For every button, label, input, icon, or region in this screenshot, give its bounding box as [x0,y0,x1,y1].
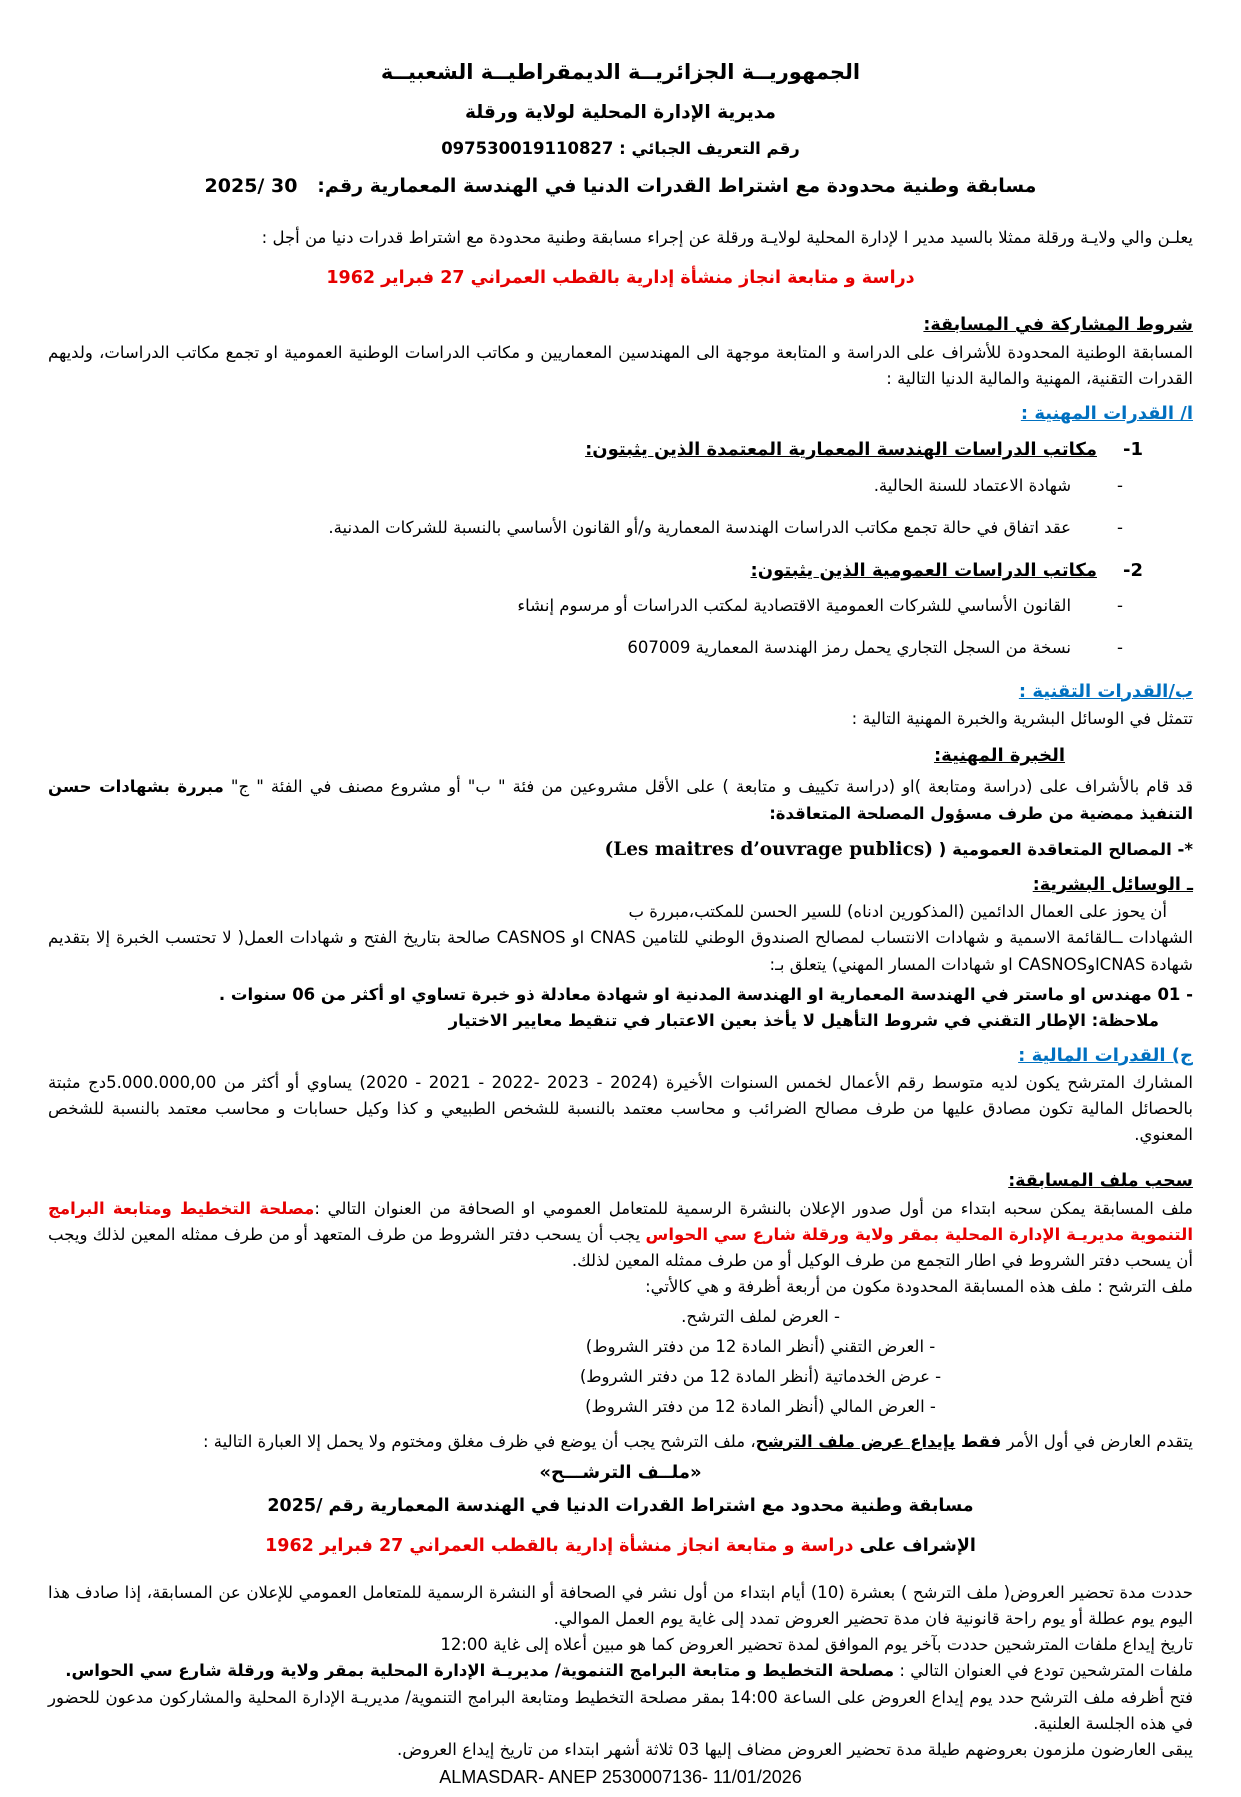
human-means-line1: أن يحوز على العمال الدائمين (المذكورين ادناه) للسير الحسن للمكتب،مبررة ب [628,902,1167,922]
financial-after-years: يساوي أو أكثر من 5.000.000,00دج مثبتة بالحصائل المالية تكون مصادق عليها من طرف مصالح الضرائب و محاسب معتمد بالنسبة للشخص الطبيعي و كذا وكيل حسابات و محاسب معتمد بالنسبة للشخص المعنوي. [48,1073,1193,1145]
republic-title: الجمهوريــة الجزائريــة الديمقراطيــة الشعبيــة [380,60,861,84]
dash-marker: - [1117,517,1123,537]
tax-id-value: 097530019110827 [441,139,614,159]
project-title-red: دراسة و متابعة انجاز منشأة إدارية بالقطب العمراني 27 فبراير 1962 [326,267,915,288]
deposit-address-bold: مصلحة التخطيط و متابعة البرامج التنموية/ مديريـة الإدارة المحلية بمقر ولاية ورقلة شارع سي الحواس. [65,1661,895,1681]
list-item [48,635,1193,661]
withdrawal-paragraph [48,1196,1193,1274]
announcement-paragraph: يعلـن والي ولايـة ورقلة ممثلا بالسيد مدير ا لإدارة المحلية لولايـة ورقلة عن إجراء مسابقة وطنية محدودة مع اشتراط قدرات دنيا من أجل : [261,228,1193,248]
experience-bold-text: مبررة بشهادات حسن التنفيذ ممضية من طرف مسؤول المصلحة المتعاقدة: [48,777,1193,823]
envelope-list-item: - العرض المالي (أنظر المادة 12 من دفتر الشروط) [585,1397,936,1417]
withdrawal-heading: سحب ملف المسابقة: [1008,1171,1193,1192]
engineer-requirement: - 01 مهندس او ماستر في الهندسة المعمارية او الهندسة المدنية او شهادة معادلة ذو خبرة تساوي او أكثر من 06 سنوات . [218,984,1193,1004]
supervision-black: الإشراف على [853,1535,976,1556]
dash-marker: - [1117,638,1123,658]
financial-years: (2020 - 2021 - 2022- 2023 - 2024) [359,1073,659,1093]
experience-text: قد قام بالأشراف على (دراسة ومتابعة )او (دراسة تكييف و متابعة ) على الأقل مشروعين من فئة " ب" أو مشروع مصنف في الفئة " ج" [223,777,1193,797]
submission-bold-underline: بإيداع عرض ملف الترشح [755,1431,956,1451]
tax-id-label: رقم التعريف الجبائي : [619,139,800,159]
submission-paragraph [48,1429,1193,1455]
submission-before: يتقدم العارض في أول الأمر [1001,1431,1193,1451]
withdrawal-after-red: يجب أن يسحب دفتر الشروط من طرف المتعهد أو من طرف ممثله المعين لذلك ويجب أن يسحب دفتر الشروط في اطار التجمع من طرف الوكيل أو من طرف ممثله المعين لذلك. [48,1225,1193,1271]
note-line: ملاحظة: الإطار التقني في شروط التأهيل لا يأخذ بعين الاعتبار في تنقيط معايير الاختيار [448,1010,1159,1030]
financial-before-years: المشارك المترشح يكون لديه متوسط رقم الأعمال لخمس السنوات الأخيرة [658,1073,1193,1093]
professional-experience-heading: الخبرة المهنية: [933,745,1065,766]
document-header [48,56,1193,201]
list-item-text: القانون الأساسي للشركات العمومية الاقتصادية لمكتب الدراسات أو مرسوم إنشاء [517,596,1072,616]
supervision-line [48,1533,1193,1561]
withdrawal-address-red: مصلحة التخطيط ومتابعة البرامج التنموية مديريـة الإدارة المحلية بمقر ولاية ورقلة شارع سي الحواس [48,1199,1193,1245]
withdrawal-before-red: ملف المسابقة يمكن سحبه ابتداء من أول صدور الإعلان بالنشرة الرسمية للمتعامل العمومي او الصحافة من العنوان التالي : [314,1199,1194,1218]
contracting-authorities-line [48,835,1193,864]
item-number: 2- [1122,559,1143,581]
preparation-period-paragraph: حددت مدة تحضير العروض( ملف الترشح ) بعشرة (10) أيام ابتداء من أول نشر في الصحافة أو النشرة الرسمية للمتعامل العمومي للإعلان عن المسابقة، إذا صادف هذا اليوم يوم عطلة أو يوم راحة قانونية فان مدة تحضير العروض تمدد إلى غاية يوم العمل الموالي. [48,1583,1193,1629]
experience-paragraph [48,774,1193,826]
professional-capacities-heading: ا/ القدرات المهنية : [1020,402,1193,424]
validity-paragraph: يبقى العارضون ملزمون بعروضهم طيلة مدة تحضير العروض مضاف إليها 03 ثلاثة أشهر ابتداء من تاريخ إيداع العروض. [397,1739,1193,1759]
deposit-address-line [48,1658,1193,1684]
competition-repeat-line: مسابقة وطنية محدود مع اشتراط القدرات الدنيا في الهندسة المعمارية رقم /2025 [267,1496,974,1516]
envelope-label: «ملــف الترشـــح» [539,1461,702,1483]
technical-intro: تتمثل في الوسائل البشرية والخبرة المهنية التالية : [851,708,1193,728]
list-item [48,515,1193,541]
directorate-line: مديرية الإدارة المحلية لولاية ورقلة [465,102,776,124]
public-offices-heading [48,557,1193,585]
tax-id-line [48,136,1193,162]
contracting-arabic: *- المصالح المتعاقدة العمومية ( [938,839,1193,859]
financial-capacities-heading: ج) القدرات المالية : [1018,1044,1193,1066]
dash-marker: - [1117,596,1123,616]
submission-only-word: فقط [955,1431,1002,1451]
deposit-date-line: تاريخ إيداع ملفات المترشحين حددت بآخر يوم الموافق لمدة تحضير العروض كما هو مبين أعلاه إلى غاية 12:00 [440,1635,1193,1655]
envelope-list-item: - العرض لملف الترشح. [681,1307,840,1327]
competition-number-line [48,171,1193,201]
envelope-list [48,1300,1193,1424]
opening-session-paragraph: فتح أظرفه ملف الترشح حدد يوم إيداع العروض على الساعة 14:00 بمقر مصلحة التخطيط ومتابعة البرامج التنموية/ مديريـة الإدارة المحلية والمشاركون مدعون للحضور في هذه الجلسة العلنية. [48,1687,1193,1733]
list-item-text: شهادة الاعتماد للسنة الحالية. [873,475,1072,495]
human-means-heading: ـ الوسائل البشرية: [1032,874,1193,895]
list-item-text: عقد اتفاق في حالة تجمع مكاتب الدراسات الهندسة المعمارية و/أو القانون الأساسي بالنسبة للشركات المدنية. [328,517,1072,537]
item-title: مكاتب الدراسات الهندسة المعمارية المعتمدة الذين يثبتون: [585,439,1097,461]
dash-marker: - [1117,475,1123,495]
deposit-address-before: ملفات المترشحين تودع في العنوان التالي : [894,1661,1193,1681]
competition-title: مسابقة وطنية محدودة مع اشتراط القدرات الدنيا في الهندسة المعمارية رقم: [317,175,1037,198]
participation-body: المسابقة الوطنية المحدودة للأشراف على الدراسة و المتابعة موجهة الى المهندسين المعماريين و مكاتب الدراسات الوطنية العمومية او تجمع مكاتب الدراسات، ولديهم القدرات التقنية، المهنية والمالية الدنيا التالية : [48,342,1193,388]
envelope-list-item: - العرض التقني (أنظر المادة 12 من دفتر الشروط) [585,1337,936,1357]
list-item-text: نسخة من السجل التجاري يحمل رمز الهندسة المعمارية 607009 [627,638,1072,658]
candidacy-file-line: ملف الترشح : ملف هذه المسابقة المحدودة مكون من أربعة أظرفة و هي كالأتي: [645,1277,1193,1297]
list-item [48,473,1193,499]
item-number: 1- [1122,439,1143,461]
participation-heading: شروط المشاركة في المسابقة: [923,315,1193,336]
human-means-line2: الشهادات ــالقائمة الاسمية و شهادات الانتساب لمصالح الصندوق الوطني للتامين CNAS او CASNOS صالحة بتاريخ الفتح و شهادات العمل( لا تحتسب الخبرة إلا بتقديم شهادة CNASاوCASNOS او شهادات المسار المهني) يتعلق بـ: [48,928,1194,974]
list-item [48,593,1193,619]
item-title: مكاتب الدراسات العمومية الذين يثبتون: [750,559,1097,581]
submission-after: ، ملف الترشح يجب أن يوضع في ظرف مغلق ومختوم ولا يحمل إلا العبارة التالية : [203,1431,756,1451]
anep-footer: ALMASDAR- ANEP 2530007136- 11/01/2026 [439,1766,802,1787]
competition-number: 30 /2025 [204,175,298,198]
contracting-latin: (Les maitres d’ouvrage publics) [604,838,934,860]
supervision-red: دراسة و متابعة انجاز منشأة إدارية بالقطب العمراني 27 فبراير 1962 [265,1535,854,1556]
envelope-list-item: - عرض الخدماتية (أنظر المادة 12 من دفتر الشروط) [579,1367,942,1387]
financial-paragraph [48,1070,1193,1148]
technical-capacities-heading: ب/القدرات التقنية : [1018,680,1193,702]
architecture-offices-heading [48,436,1193,464]
